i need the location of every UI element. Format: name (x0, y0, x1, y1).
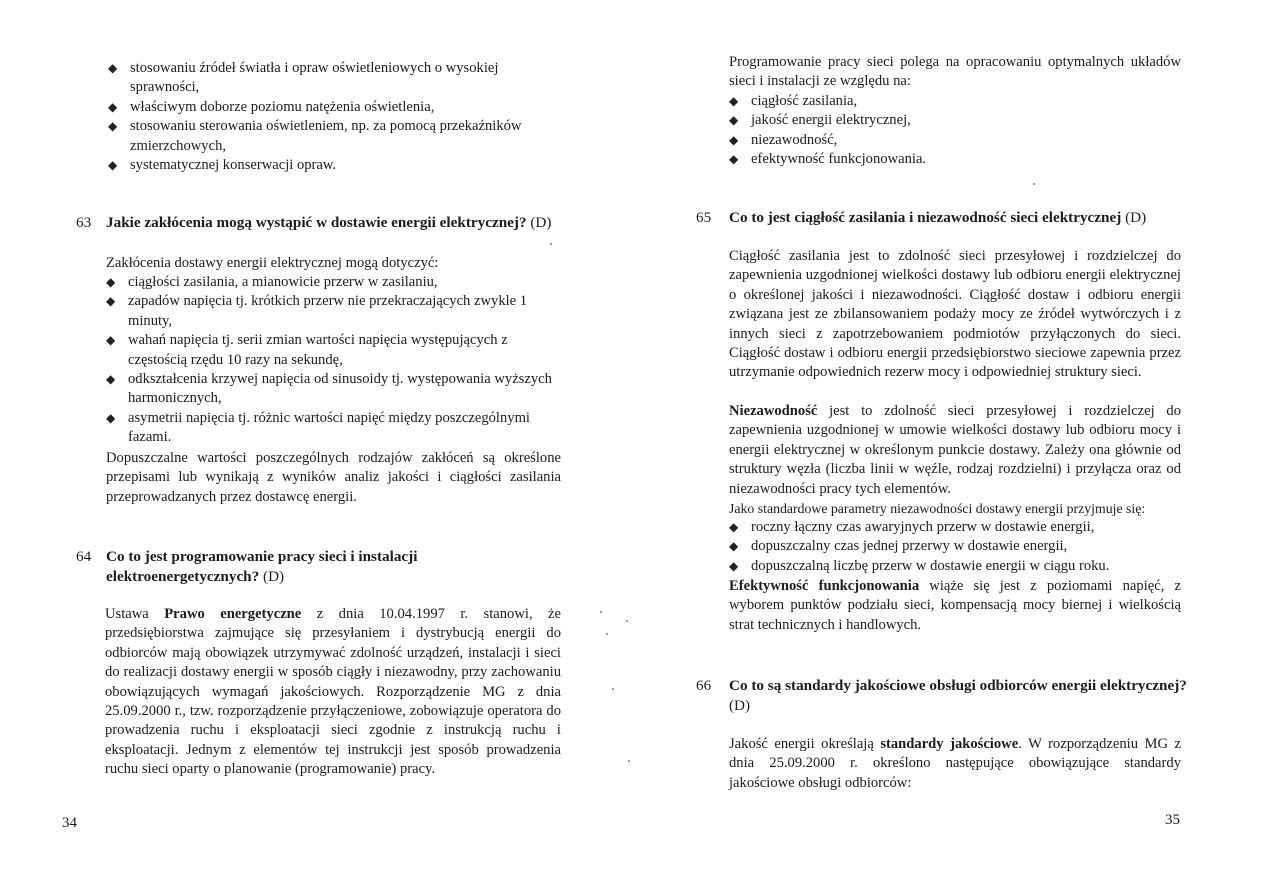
list-item: ◆ stosowaniu sterowania oświetleniem, np. za pomocą przekaźników zmierzchowych, (108, 117, 566, 156)
page-number: 35 (1165, 812, 1180, 828)
list-item: ◆ efektywność funkcjonowania. (729, 150, 1181, 169)
scan-speck (628, 760, 630, 762)
list-item: ◆ zapadów napięcia tj. krótkich przerw nie przekraczających zwykle 1 minuty, (106, 292, 561, 331)
question-65-bullet-list (729, 518, 1181, 576)
question-number: 64 (76, 548, 92, 565)
question-65-para-continuity: Ciągłość zasilania jest to zdolność sieci przesyłowej i rozdzielczej do zapewnienia uzgodnionej wielkości dostawy lub odbioru energii elektrycznej o określonej jakości i niezawodności. Ciągłość dostaw i odbioru energii związana jest ze zbilansowaniem podaży mocy ze źródeł wytwórczych i z innych sieci z zapotrzebowaniem podmiotów przyłączonych do sieci. Ciągłość dostaw i odbioru energii przedsiębiorstwo sieciowe zapewnia przez utrzymanie odpowiednich rezerw mocy i odpowiedniej struktury sieci. (729, 248, 1181, 381)
question-63-lead: Zakłócenia dostawy energii elektrycznej mogą dotyczyć: (106, 255, 439, 271)
question-title: Co to są standardy jakościowe obsługi odbiorców energii elektrycznej? (D) (729, 677, 1187, 714)
scan-speck (600, 611, 602, 613)
question-65-para-standards: Jako standardowe parametry niezawodności dostawy energii przyjmuje się: (729, 501, 1146, 516)
question-title: Jakie zakłócenia mogą wystąpić w dostawie energii elektrycznej? (D) (106, 214, 552, 231)
question-65-para-efficiency: Efektywność funkcjonowania wiąże się jest z poziomami napięć, z wyborem punktów podziału sieci, kompensacją mocy biernej i wielkością strat technicznych i handlowych. (729, 578, 1181, 633)
scan-speck (606, 633, 608, 635)
question-64-body: Ustawa Prawo energetyczne z dnia 10.04.1997 r. stanowi, że przedsiębiorstwa zajmujące się przesyłaniem i dystrybucją energii do odbiorców mają obowiązek utrzymywać zdolność urządzeń, instalacji i sieci do realizacji dostawy energii w sposób ciągły i niezawodny, przy zachowaniu obowiązujących wymagań jakościowych. Rozporządzenie MG z dnia 25.09.2000 r., tzw. rozporządzenie przyłączeniowe, zobowiązuje operatora do prowadzenia ruchu i eksploatacji sieci zgodnie z instrukcją ruchu i eksploatacji. Jednym z elementów tej instrukcji jest sposób prowadzenia ruchu sieci oparty o planowanie (programowanie) pracy. (105, 606, 561, 778)
question-title: Co to jest programowanie pracy sieci i instalacji elektroenergetycznych? (D) (106, 548, 418, 585)
left-page (0, 0, 631, 891)
right-intro: Programowanie pracy sieci polega na opracowaniu optymalnych układów sieci i instalacji ze względu na: (729, 54, 1181, 90)
list-item: ◆ systematycznej konserwacji opraw. (108, 156, 566, 175)
page-number: 34 (62, 815, 77, 831)
list-item: ◆ odkształcenia krzywej napięcia od sinusoidy tj. występowania wyższych harmonicznych, (106, 370, 561, 409)
question-63-closing: Dopuszczalne wartości poszczególnych rodzajów zakłóceń są określone przepisami lub wynikają z wyników analiz jakości i ciągłości zasilania przeprowadzanych przez dostawcę energii. (106, 450, 561, 505)
list-item: ◆ stosowaniu źródeł światła i opraw oświetleniowych o wysokiej sprawności, (108, 59, 566, 98)
question-title: Co to jest ciągłość zasilania i niezawodność sieci elektrycznej (D) (729, 209, 1147, 226)
list-item: ◆ ciągłości zasilania, a mianowicie przerw w zasilaniu, (106, 273, 561, 292)
list-item: ◆ jakość energii elektrycznej, (729, 111, 1181, 130)
intro-bullet-list (108, 59, 566, 175)
list-item: ◆ dopuszczalną liczbę przerw w dostawie energii w ciągu roku. (729, 557, 1181, 576)
right-page (632, 0, 1263, 891)
scan-speck (1033, 183, 1035, 185)
list-item: ◆ ciągłość zasilania, (729, 92, 1181, 111)
list-item: ◆ asymetrii napięcia tj. różnic wartości napięć między poszczególnymi fazami. (106, 409, 561, 448)
question-number: 66 (696, 677, 712, 694)
scan-speck (612, 688, 614, 690)
list-item: ◆ właściwym doborze poziomu natężenia oświetlenia, (108, 98, 566, 117)
question-63-bullet-list (106, 273, 561, 448)
scan-speck (550, 243, 552, 245)
question-number: 63 (76, 214, 92, 231)
question-65-para-reliability: Niezawodność jest to zdolność sieci przesyłowej i rozdzielczej do zapewnienia uzgodnionej w umowie wielkości dostawy lub odbioru mocy i energii elektrycznej w określonym punkcie dostawy. Zależy ona głównie od struktury węzła (liczba linii w węźle, rodzaj rozdzielni) i przyłącza oraz od niezawodności pracy tych elementów. (729, 403, 1181, 497)
question-number: 65 (696, 209, 712, 226)
list-item: ◆ niezawodność, (729, 131, 1181, 150)
list-item: ◆ dopuszczalny czas jednej przerwy w dostawie energii, (729, 537, 1181, 556)
right-intro-bullet-list (729, 92, 1181, 170)
list-item: ◆ wahań napięcia tj. serii zmian wartości napięcia występujących z częstością rzędu 10 razy na sekundę, (106, 331, 561, 370)
list-item: ◆ roczny łączny czas awaryjnych przerw w dostawie energii, (729, 518, 1181, 537)
question-66-body: Jakość energii określają standardy jakościowe. W rozporządzeniu MG z dnia 25.09.2000 r. określono następujące obowiązujące standardy jakościowe obsługi odbiorców: (729, 736, 1181, 791)
scan-speck (626, 620, 628, 622)
